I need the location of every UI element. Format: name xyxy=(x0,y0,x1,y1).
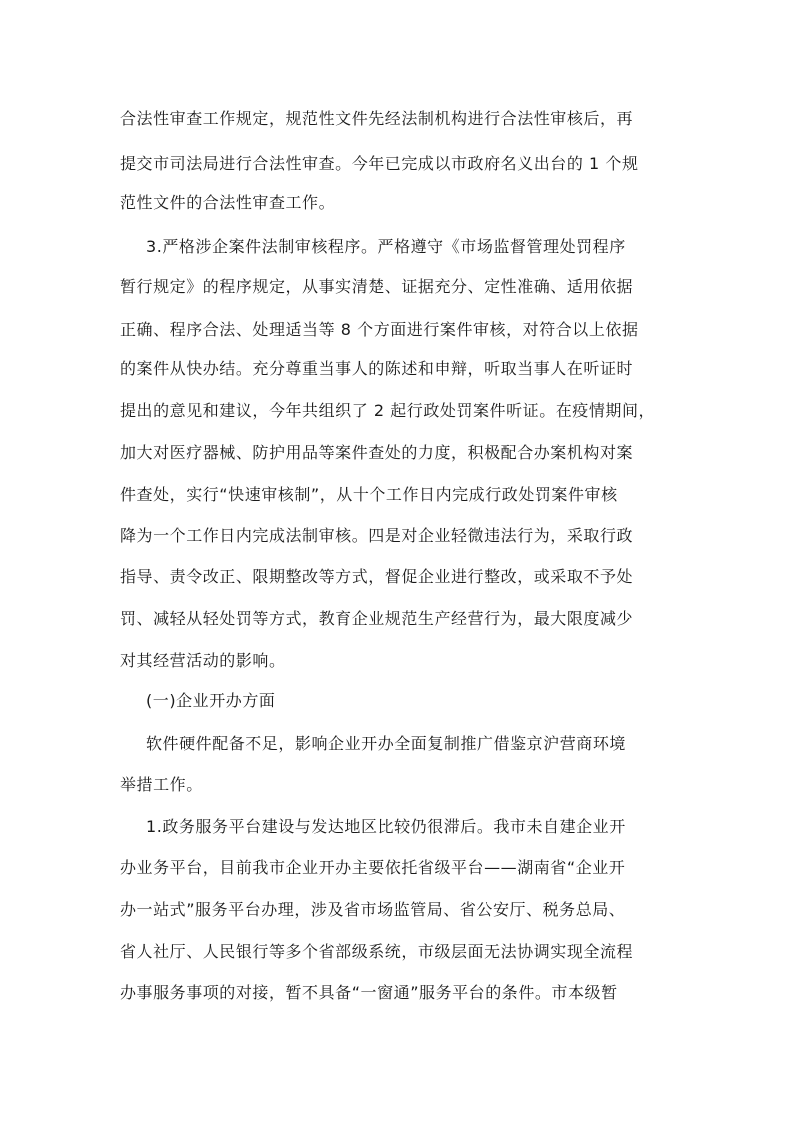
paragraph-line: 暂行规定》的程序规定，从事实清楚、证据充分、定性准确、适用依据 xyxy=(120,277,634,296)
paragraph-line: 合法性审查工作规定，规范性文件先经法制机构进行合法性审核后，再 xyxy=(120,109,634,128)
paragraph-line: 举措工作。 xyxy=(120,775,203,794)
paragraph-line: 办业务平台，目前我市企业开办主要依托省级平台——湖南省“企业开 xyxy=(120,858,626,877)
paragraph-line: 软件硬件配备不足，影响企业开办全面复制推广借鉴京沪营商环境 xyxy=(146,734,626,753)
paragraph-line: 办一站式”服务平台办理，涉及省市场监管局、省公安厅、税务总局、 xyxy=(120,900,626,919)
paragraph-line: 范性文件的合法性审查工作。 xyxy=(120,193,336,212)
paragraph-line: 正确、程序合法、处理适当等 8 个方面进行案件审核，对符合以上依据 xyxy=(120,320,639,339)
paragraph-line: 件查处，实行“快速审核制”，从十个工作日内完成行政处罚案件审核 xyxy=(120,485,618,504)
paragraph-line: 1.政务服务平台建设与发达地区比较仍很滞后。我市未自建企业开 xyxy=(146,817,626,836)
section-heading: (一)企业开办方面 xyxy=(146,691,276,710)
paragraph-line: 省人社厅、人民银行等多个省部级系统，市级层面无法协调实现全流程 xyxy=(120,942,634,961)
paragraph-line: 降为一个工作日内完成法制审核。四是对企业轻微违法行为，采取行政 xyxy=(120,526,634,545)
paragraph-line: 的案件从快办结。充分尊重当事人的陈述和申辩，听取当事人在听证时 xyxy=(120,359,634,378)
paragraph-line: 3.严格涉企案件法制审核程序。严格遵守《市场监督管理处罚程序 xyxy=(146,237,626,256)
paragraph-line: 指导、责令改正、限期整改等方式，督促企业进行整改，或采取不予处 xyxy=(120,567,634,586)
paragraph-line: 加大对医疗器械、防护用品等案件查处的力度，积极配合办案机构对案 xyxy=(120,443,634,462)
paragraph-line: 罚、减轻从轻处罚等方式，教育企业规范生产经营行为，最大限度减少 xyxy=(120,609,634,628)
paragraph-line: 提出的意见和建议，今年共组织了 2 起行政处罚案件听证。在疫情期间， xyxy=(120,401,656,420)
paragraph-line: 提交市司法局进行合法性审查。今年已完成以市政府名义出台的 1 个规 xyxy=(120,154,639,173)
paragraph-line: 对其经营活动的影响。 xyxy=(120,651,286,670)
paragraph-line: 办事服务事项的对接，暂不具备“一窗通”服务平台的条件。市本级暂 xyxy=(120,983,618,1002)
